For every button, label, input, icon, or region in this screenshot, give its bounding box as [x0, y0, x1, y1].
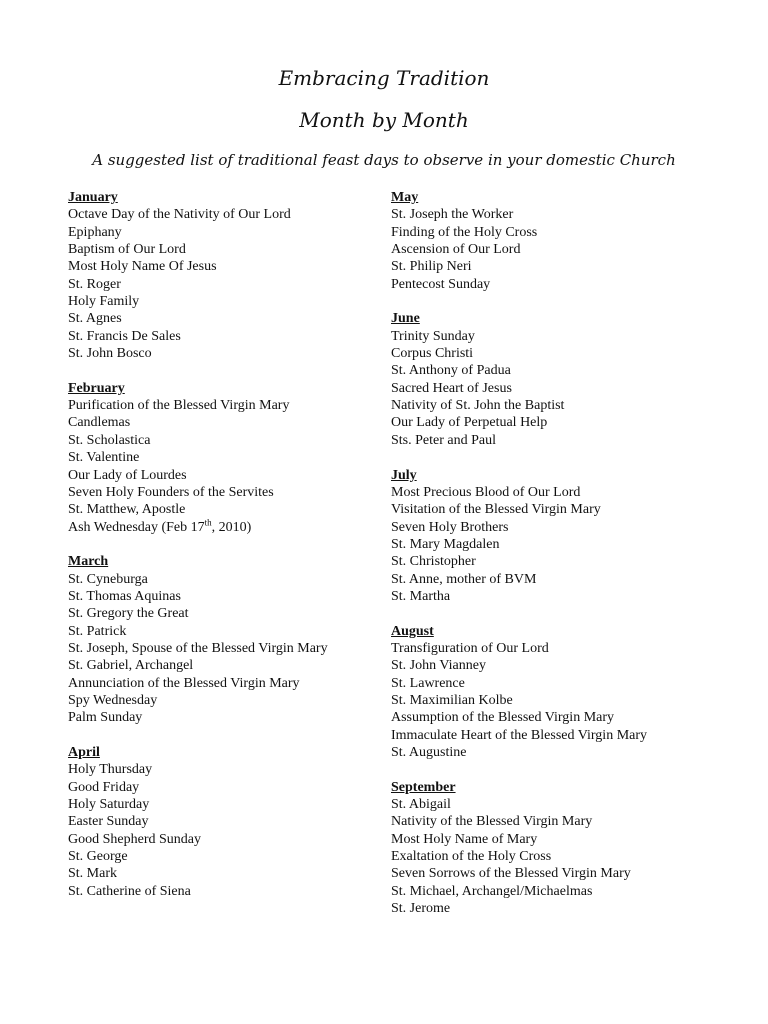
- feast-day-item: Assumption of the Blessed Virgin Mary: [391, 710, 615, 726]
- feast-day-item: Candlemas: [68, 415, 131, 431]
- feast-day-item: Sts. Peter and Paul: [391, 432, 496, 448]
- feast-day-item: Seven Sorrows of the Blessed Virgin Mary: [391, 866, 631, 882]
- feast-day-item: Spy Wednesday: [68, 692, 158, 708]
- feast-day-item: St. Patrick: [68, 623, 127, 639]
- feast-day-item: St. Joseph, Spouse of the Blessed Virgin Mary: [68, 640, 328, 656]
- feast-day-item: Holy Thursday: [68, 762, 153, 778]
- feast-day-item: St. Gregory the Great: [68, 606, 189, 622]
- feast-day-item: Good Friday: [68, 779, 140, 795]
- left-column: [68, 189, 378, 917]
- month-section-march: [68, 553, 378, 726]
- feast-day-item: St. John Vianney: [391, 658, 486, 674]
- feast-day-item: St. Michael, Archangel/Michaelmas: [391, 883, 593, 899]
- ordinal-suffix: th: [204, 516, 212, 527]
- feast-day-item: St. Augustine: [391, 745, 467, 760]
- month-section-july: [391, 467, 731, 606]
- feast-day-item: St. Abigail: [391, 797, 451, 813]
- feast-day-item: St. Francis De Sales: [68, 328, 181, 344]
- feast-day-item: St. Lawrence: [391, 675, 465, 691]
- feast-day-item: Most Holy Name of Mary: [391, 831, 538, 847]
- feast-day-item: St. Gabriel, Archangel: [68, 658, 194, 674]
- feast-day-item: Seven Holy Brothers: [391, 519, 509, 535]
- feast-day-item: St. Martha: [391, 588, 451, 604]
- feast-day-text: Ash Wednesday (Feb 17: [68, 519, 205, 535]
- month-heading: September: [391, 779, 456, 795]
- month-heading: August: [391, 623, 434, 639]
- feast-day-item: St. Catherine of Siena: [68, 883, 191, 899]
- feast-day-item: St. Joseph the Worker: [391, 207, 514, 223]
- feast-day-item: Purification of the Blessed Virgin Mary: [68, 398, 290, 414]
- feast-day-item: Ascension of Our Lord: [391, 242, 521, 258]
- feast-day-item: Nativity of the Blessed Virgin Mary: [391, 814, 593, 830]
- feast-day-item: St. Mark: [68, 866, 117, 882]
- month-section-june: [391, 310, 731, 449]
- month-heading: January: [68, 190, 118, 205]
- month-section-february: [68, 380, 378, 536]
- feast-day-item: St. Cyneburga: [68, 571, 148, 587]
- feast-day-item: Easter Sunday: [68, 814, 149, 830]
- month-section-may: [391, 189, 731, 293]
- feast-day-item: Seven Holy Founders of the Servites: [68, 484, 274, 500]
- feast-day-item: St. Roger: [68, 276, 121, 292]
- feast-day-item: Finding of the Holy Cross: [391, 224, 538, 240]
- month-heading: April: [68, 745, 100, 760]
- document-subtitle: Month by Month: [299, 108, 469, 132]
- feast-day-item: Exaltation of the Holy Cross: [391, 849, 552, 865]
- feast-day-item: St. Jerome: [391, 901, 451, 917]
- feast-day-item: Good Shepherd Sunday: [68, 831, 201, 847]
- feast-day-item: Holy Family: [68, 294, 140, 310]
- feast-day-item: St. Mary Magdalen: [391, 536, 500, 552]
- feast-day-item: St. Scholastica: [68, 432, 151, 448]
- feast-day-item: Annunciation of the Blessed Virgin Mary: [68, 675, 300, 691]
- feast-day-item: Most Precious Blood of Our Lord: [391, 484, 581, 500]
- feast-day-item: Pentecost Sunday: [391, 276, 491, 292]
- feast-day-item: Visitation of the Blessed Virgin Mary: [391, 502, 601, 518]
- month-section-august: [391, 623, 731, 762]
- feast-day-item: St. George: [68, 849, 128, 865]
- feast-day-item: Holy Saturday: [68, 797, 150, 813]
- feast-day-item: St. Anne, mother of BVM: [391, 571, 537, 587]
- feast-day-item: St. Philip Neri: [391, 259, 472, 275]
- feast-day-item: St. John Bosco: [68, 346, 152, 362]
- month-heading: June: [391, 311, 420, 327]
- feast-day-item: Most Holy Name Of Jesus: [68, 259, 217, 275]
- month-section-september: [391, 779, 731, 918]
- feast-day-item: St. Matthew, Apostle: [68, 502, 186, 518]
- feast-day-item: Octave Day of the Nativity of Our Lord: [68, 207, 291, 223]
- feast-day-item: Our Lady of Lourdes: [68, 467, 187, 483]
- month-heading: March: [68, 554, 109, 570]
- feast-day-item: Nativity of St. John the Baptist: [391, 398, 565, 414]
- feast-day-item: St. Thomas Aquinas: [68, 588, 181, 604]
- month-heading: July: [391, 467, 417, 483]
- feast-day-item: Palm Sunday: [68, 710, 143, 726]
- feast-day-item: St. Agnes: [68, 311, 122, 327]
- month-heading: May: [391, 190, 419, 205]
- document-description: A suggested list of traditional feast days to observe in your domestic Church: [92, 151, 676, 169]
- feast-day-item: St. Anthony of Padua: [391, 363, 511, 379]
- feast-day-item: Corpus Christi: [391, 346, 474, 362]
- feast-day-item: Sacred Heart of Jesus: [391, 380, 512, 396]
- month-heading: February: [68, 380, 125, 396]
- feast-day-item: St. Christopher: [391, 554, 476, 570]
- feast-day-item: Trinity Sunday: [391, 328, 475, 344]
- feast-day-item: St. Maximilian Kolbe: [391, 692, 513, 708]
- feast-day-item: Transfiguration of Our Lord: [391, 640, 549, 656]
- month-section-april: [68, 744, 378, 900]
- feast-day-item: Immaculate Heart of the Blessed Virgin Mary: [391, 727, 648, 743]
- feast-day-item: Baptism of Our Lord: [68, 242, 186, 258]
- month-section-january: [68, 189, 378, 362]
- feast-day-item: Epiphany: [68, 224, 122, 240]
- feast-day-item: Our Lady of Perpetual Help: [391, 415, 548, 431]
- feast-day-item: St. Valentine: [68, 450, 140, 466]
- feast-day-item: [68, 516, 378, 536]
- document-title: Embracing Tradition: [278, 66, 490, 90]
- right-column: [391, 189, 731, 935]
- feast-day-text: , 2010): [211, 519, 252, 535]
